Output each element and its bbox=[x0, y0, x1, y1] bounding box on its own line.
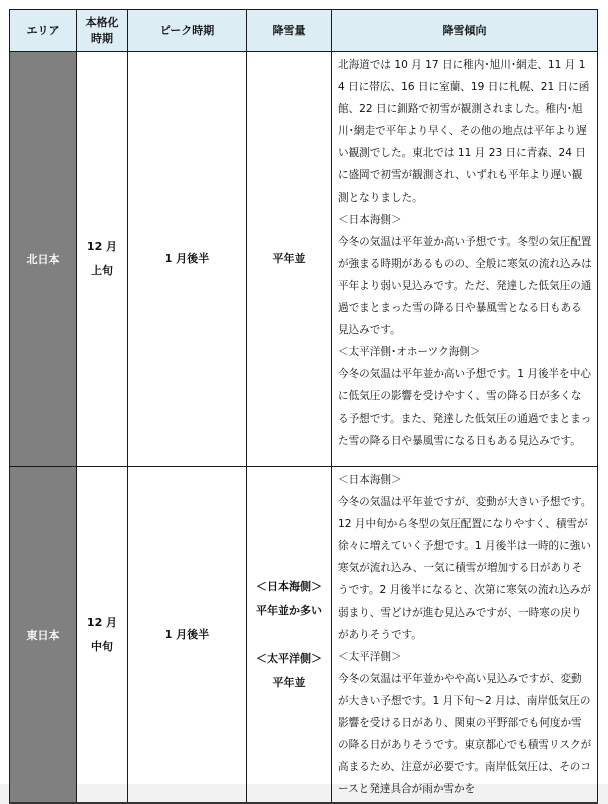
trend-subheading: ＜日本海側＞ bbox=[338, 474, 402, 486]
header-onset-line2: 時期 bbox=[91, 31, 113, 45]
trend-paragraph: 今冬の気温は平年並か高い予想です。冬型の気圧配置が強まる時期があるものの、全般に寒気の流れ込みは平年より弱い見込みです。ただ、発達した低気圧の通過でまとまった雪の降る日や暴風雪となる日もある見込みです。 bbox=[338, 235, 592, 337]
onset-period: 上旬 bbox=[91, 264, 113, 277]
snowfall-forecast-table bbox=[9, 9, 598, 804]
header-trend: 降雪傾向 bbox=[332, 10, 598, 52]
table-row-east-japan bbox=[10, 467, 598, 804]
trend-subheading: ＜太平洋側･オホーツク海側＞ bbox=[338, 346, 481, 359]
onset-month: 12 月 bbox=[86, 240, 118, 253]
trend-paragraph: 北海道では 10 月 17 日に稚内･旭川･網走、11 月 14 日に帯広、16 日に室蘭、19 日に札幌、21 日に函館、22 日に釧路で初雪が観測されました。稚内･旭川･網走で平年より早く、その他の地点は平年より遅い観測でした。東北では 11 月 23 日に青森、24 日に盛岡で初雪が観測され、いずれも平年より遅い観測となりました。 bbox=[338, 59, 590, 204]
trend-paragraph: 今冬の気温は平年並か高い予想です。1 月後半を中心に低気圧の影響を受けやすく、雪の降る日が多くなる予想です。また、発達した低気圧の通過でまとまった雪の降る日や暴風雪になる日もある見込みです。 bbox=[338, 368, 592, 447]
table-header-row bbox=[10, 10, 598, 52]
header-area: エリア bbox=[10, 10, 77, 52]
area-cell: 東日本 bbox=[10, 467, 77, 804]
trend-subheading: ＜太平洋側＞ bbox=[338, 650, 402, 663]
onset-period: 中旬 bbox=[91, 639, 113, 653]
trend-cell bbox=[332, 467, 598, 804]
onset-cell bbox=[77, 52, 128, 467]
amount-value: 平年並か多い bbox=[256, 603, 322, 617]
amount-value: 平年並 bbox=[272, 675, 306, 689]
amount-cell bbox=[247, 467, 332, 804]
onset-cell bbox=[77, 467, 128, 804]
header-peak: ピーク時期 bbox=[128, 10, 247, 52]
area-cell: 北日本 bbox=[10, 52, 77, 467]
amount-subheading: ＜日本海側＞ bbox=[256, 579, 322, 593]
table-row-north-japan bbox=[10, 52, 598, 467]
amount-subheading: ＜太平洋側＞ bbox=[256, 651, 322, 665]
header-onset bbox=[77, 10, 128, 52]
amount-spacer bbox=[247, 623, 331, 647]
onset-month: 12 月 bbox=[86, 615, 118, 629]
amount-cell: 平年並 bbox=[247, 52, 332, 467]
trend-paragraph: 今冬の気温は平年並かやや高い見込みですが、変動が大きい予想です。1 月下旬～2 月は、南岸低気圧の影響を受ける日があり、関東の平野部でも何度か雪の降る日がありそうです。東京都心でも積雪リスクが高まるため、注意が必要です。南岸低気圧は、そのコースと発達具合が雨か雪かを bbox=[338, 672, 592, 796]
peak-cell: 1 月後半 bbox=[128, 467, 247, 804]
trend-cell bbox=[332, 52, 598, 467]
peak-cell: 1 月後半 bbox=[128, 52, 247, 467]
trend-paragraph: 今冬の気温は平年並ですが、変動が大きい予想です。12 月中旬から冬型の気圧配置になりやすく、積雪が徐々に増えていく予想です。1 月後半は一時的に強い寒気が流れ込み、一気に積雪が増加する日がありそうです。2 月後半になると、次第に寒気の流れ込みが弱まり、雪どけが進む見込みですが、一時寒の戻りがありそうです。 bbox=[338, 496, 592, 641]
trend-subheading: ＜日本海側＞ bbox=[338, 213, 402, 226]
header-onset-line1: 本格化 bbox=[85, 15, 119, 29]
header-amount: 降雪量 bbox=[247, 10, 332, 52]
